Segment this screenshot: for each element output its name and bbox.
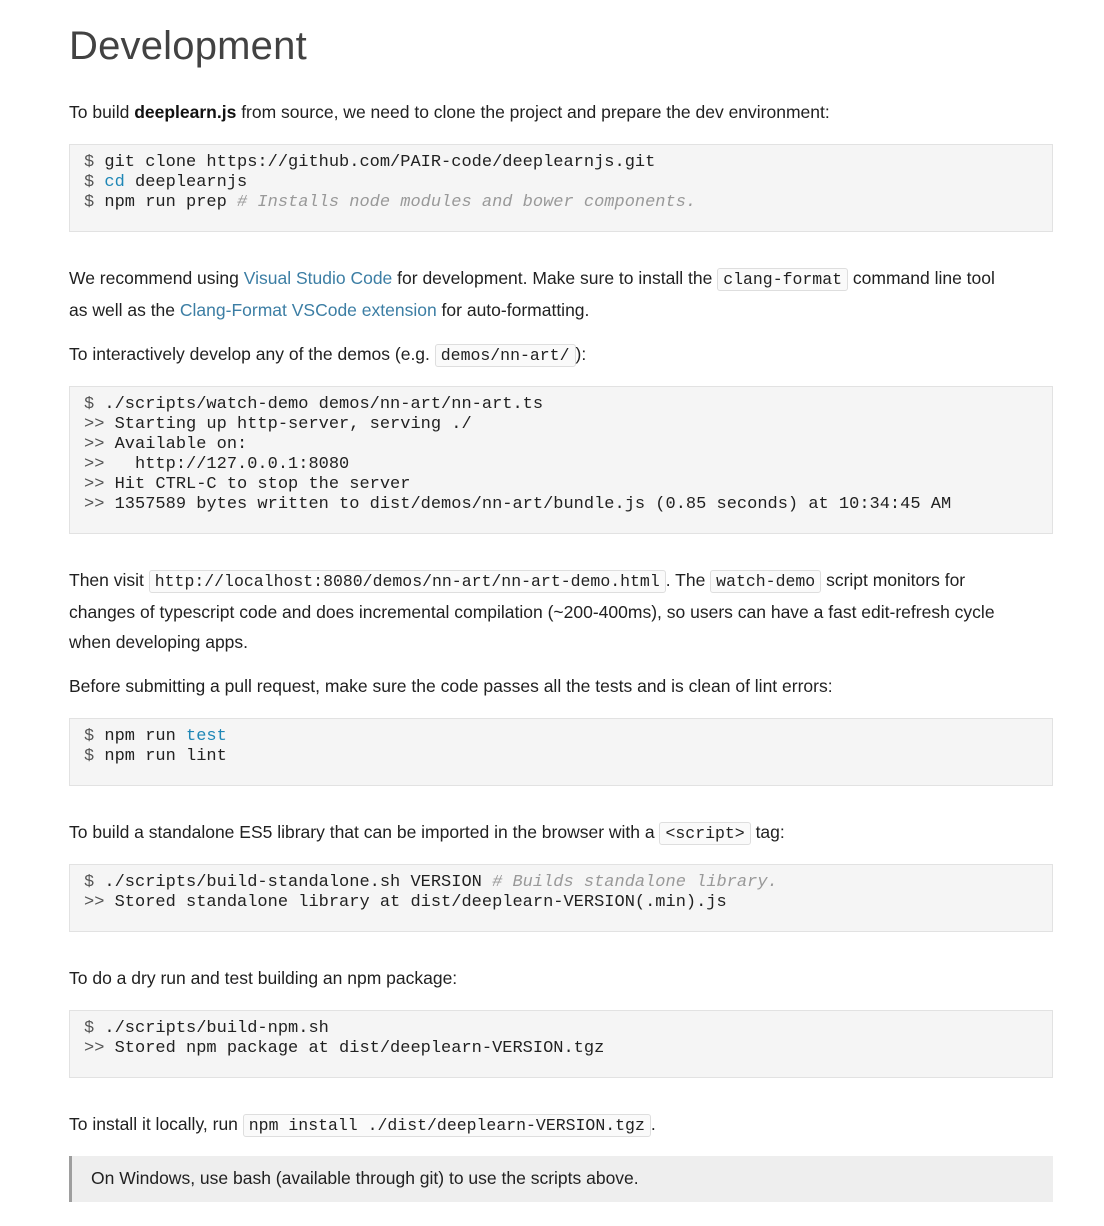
command: npm run	[94, 727, 187, 746]
text: . The	[665, 570, 711, 590]
prompt: >>	[84, 475, 105, 494]
install-paragraph	[69, 1109, 1049, 1141]
text: To interactively develop any of the demos (e.g.	[69, 344, 435, 364]
output: Stored npm package at dist/deeplearn-VERSION.tgz	[104, 1039, 605, 1058]
dry-run-paragraph: To do a dry run and test building an npm package:	[69, 968, 458, 988]
text: when developing apps.	[69, 632, 249, 652]
text: for auto-formatting.	[436, 300, 590, 320]
text: changes of typescript code and does incremental compilation (~200-400ms), so users can have a fast edit-refresh cycle	[69, 602, 995, 622]
code-line	[84, 495, 1038, 515]
inline-code: npm install ./dist/deeplearn-VERSION.tgz	[243, 1114, 651, 1137]
code-line	[84, 1039, 1038, 1059]
inline-code: demos/nn-art/	[435, 344, 576, 367]
code-block-standalone	[69, 864, 1053, 932]
code-line	[84, 435, 1038, 455]
prompt: $	[84, 395, 95, 414]
text: command line tool	[848, 268, 995, 288]
inline-code: clang-format	[717, 268, 848, 291]
code-block-watch-demo	[69, 386, 1053, 534]
standalone-paragraph	[69, 817, 1049, 849]
output: Hit CTRL-C to stop the server	[104, 475, 411, 494]
code-line	[84, 153, 1038, 173]
visual-studio-code-link[interactable]: Visual Studio Code	[243, 268, 393, 288]
page-title: Development	[69, 24, 307, 68]
command: ./scripts/watch-demo demos/nn-art/nn-art.ts	[94, 395, 544, 414]
text: To install it locally, run	[69, 1114, 243, 1134]
visit-paragraph	[69, 565, 1049, 657]
code-line	[84, 893, 1038, 913]
prompt: >>	[84, 1039, 105, 1058]
inline-code: <script>	[659, 822, 750, 845]
prompt: $	[84, 747, 95, 766]
intro-text-rest: from source, we need to clone the project and prepare the dev environment:	[236, 102, 830, 122]
code-line	[84, 395, 1038, 415]
inline-code: watch-demo	[710, 570, 821, 593]
text: script monitors for	[821, 570, 966, 590]
code-comment: # Builds standalone library.	[492, 873, 778, 892]
prompt: $	[84, 153, 95, 172]
command: deeplearnjs	[124, 173, 248, 192]
command: npm run prep	[94, 193, 238, 212]
intro-text: To build	[69, 102, 135, 122]
keyword: cd	[104, 173, 125, 192]
demos-paragraph	[69, 339, 1049, 371]
command: ./scripts/build-standalone.sh VERSION	[94, 873, 493, 892]
prompt: $	[84, 873, 95, 892]
code-line	[84, 455, 1038, 475]
text: tag:	[750, 822, 785, 842]
keyword: test	[186, 727, 227, 746]
code-line	[84, 475, 1038, 495]
pull-request-paragraph: Before submitting a pull request, make sure the code passes all the tests and is clean of lint errors:	[69, 676, 833, 696]
text: as well as the	[69, 300, 180, 320]
prompt: $	[84, 1019, 95, 1038]
project-name: deeplearn.js	[134, 102, 237, 122]
windows-note: On Windows, use bash (available through git) to use the scripts above.	[69, 1156, 1053, 1202]
output: Starting up http-server, serving ./	[104, 415, 472, 434]
code-line	[84, 873, 1038, 893]
text: Then visit	[69, 570, 149, 590]
command: ./scripts/build-npm.sh	[94, 1019, 329, 1038]
code-block-clone	[69, 144, 1053, 232]
prompt: >>	[84, 435, 105, 454]
intro-paragraph	[69, 97, 1049, 127]
prompt: >>	[84, 455, 105, 474]
vscode-paragraph	[69, 263, 1049, 325]
output: 1357589 bytes written to dist/demos/nn-art/bundle.js (0.85 seconds) at 10:34:45 AM	[104, 495, 952, 514]
inline-code-url: http://localhost:8080/demos/nn-art/nn-art-demo.html	[149, 570, 666, 593]
code-block-test	[69, 718, 1053, 786]
prompt: $	[84, 193, 95, 212]
prompt: >>	[84, 893, 105, 912]
text: ):	[575, 344, 587, 364]
text: We recommend using	[69, 268, 244, 288]
code-line	[84, 1019, 1038, 1039]
prompt: $	[84, 173, 95, 192]
command: npm run lint	[94, 747, 227, 766]
code-line	[84, 727, 1038, 747]
code-line	[84, 193, 1038, 213]
code-line	[84, 747, 1038, 767]
output: http://127.0.0.1:8080	[104, 455, 350, 474]
text: for development. Make sure to install the	[392, 268, 718, 288]
command: git clone https://github.com/PAIR-code/deeplearnjs.git	[94, 153, 656, 172]
code-block-npm	[69, 1010, 1053, 1078]
clang-format-extension-link[interactable]: Clang-Format VSCode extension	[179, 300, 437, 320]
prompt: >>	[84, 415, 105, 434]
code-line	[84, 173, 1038, 193]
code-line	[84, 415, 1038, 435]
prompt: >>	[84, 495, 105, 514]
output: Stored standalone library at dist/deeplearn-VERSION(.min).js	[104, 893, 727, 912]
code-comment: # Installs node modules and bower components.	[237, 193, 697, 212]
output: Available on:	[104, 435, 248, 454]
text: To build a standalone ES5 library that can be imported in the browser with a	[69, 822, 660, 842]
text: .	[650, 1114, 656, 1134]
prompt: $	[84, 727, 95, 746]
